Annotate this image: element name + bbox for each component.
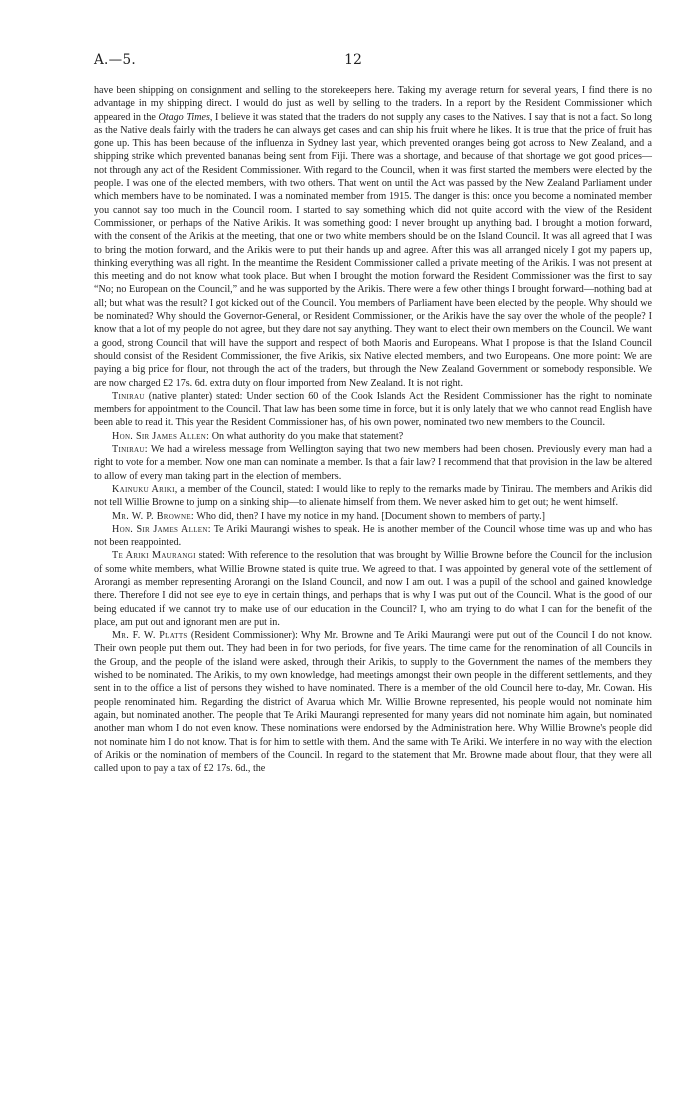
paragraph-kainuku-statement — [94, 483, 652, 510]
paragraph-tinirau-statement — [94, 390, 652, 430]
paragraph-browne-reply — [94, 510, 652, 523]
paragraph-text: We had a wireless message from Wellington saying that two new members had been chosen. Previously every man had a right to vote for a member. Now one man can nominate a member. Is that a fair law? I recommend that that provision in the law be altered to allow of every man taking part in the election of members. — [94, 444, 652, 482]
speaker-name: Hon. Sir James Allen: — [112, 523, 211, 535]
page-header — [94, 52, 612, 74]
speaker-name: Hon. Sir James Allen: — [112, 430, 210, 442]
document-reference: A.—5. — [94, 52, 136, 68]
paragraph-text: Who did, then? I have my notice in my hand. [Document shown to members of party.] — [196, 510, 545, 522]
speaker-name: Mr. F. W. Platts — [112, 630, 188, 642]
speaker-name: Te Ariki Maurangi — [112, 550, 196, 562]
paragraph-platts-statement — [94, 629, 652, 775]
paragraph-text: a member of the Council, stated: I would like to reply to the remarks made by Tinirau. The members and Arikis did not tell Willie Browne to jump on a sinking ship—to alienate himself from them. We never asked him to get out; he went himself. — [94, 483, 653, 509]
paragraph-text: have been shipping on consignment and selling to the storekeepers here. Taking my average return for several years, I find there is no advantage in my shipping direct. I would do just as well by selling to the traders. In a report by the Resident Commissioner which appeared in the Otago Times, I believe it was stated that the traders do not supply any cases to the Natives. I say that is not a fact. So long as the Native deals fairly with the traders he can always get cases and can ship his fruit where he likes. It is true that the price of fruit has gone up. This has been because of the influenza in Sydney last year, which prevented oranges being got across to New Zealand, and a shipping strike which prevented bananas being sent from Fiji. There was a shortage, and because of that shortage we got good prices—not through any act of the Resident Commissioner. With regard to the Council, when it was first started the members were elected by the people. I was one of the elected members, with two others. That went on until the Act was passed by the New Zealand Parliament under which members have to be nominated. I was a nominated member from 1915. The danger is this: once you become a nominated member you cannot say too much in the Council room. I started to say something which did not quite accord with the view of the Resident Commissioner, or perhaps of the Native Arikis. It was something good: I never brought up anything bad. I brought a motion forward, with the consent of the Arikis at the meeting, that one or two white members should be on the Island Council. It was all agreed that I was to bring the motion forward, and the Arikis were to put their hands up and agree. After this was all arranged nicely I got my papers up, thinking everything was all right. In the meantime the Resident Commissioner called a private meeting of the Arikis. I was not present at this meeting and do not know what took place. But when I brought the motion forward the Resident Commissioner was the first to say “No; no European on the Council,” and he was supported by the Arikis. There were a few other things I brought forward—nothing bad at all; but what was the result? I got kicked out of the Council. You members of Parliament have been elected by the people. Why should we be nominated? Why should the Governor-General, or Resident Commissioner, or the Arikis have the say over the whole of the people? I know that a lot of my people do not agree, but they dare not say anything. They want to elect their own members on the Council. We want a good, strong Council that will have the support and respect of both Maoris and Europeans. What I propose is that the Island Council should consist of the Resident Commissioner, the five Arikis, six Native elected members, and two Europeans. One more point: We are paying a big price for flour, not through the act of the traders, but through the New Zealand Government or somebody responsible. We are now charged £2 17s. 6d. extra duty on flour imported from New Zealand. It is not right. — [94, 85, 652, 389]
paragraph-text: Te Ariki Maurangi wishes to speak. He is another member of the Council whose time was up and who has not been reappointed. — [94, 523, 653, 549]
document-body — [94, 84, 652, 775]
speaker-name: Mr. W. P. Browne: — [112, 510, 194, 522]
page-number: 12 — [344, 52, 362, 68]
paragraph-text: (native planter) stated: Under section 60 of the Cook Islands Act the Resident Commissioner has the right to nominate members for appointment to the Council. That law has been some time in force, but it is only lately that we who cannot read English have been able to read it. This year the Resident Commissioner has, of his own power, nominated two new members to the Council. — [94, 390, 652, 429]
newspaper-title: Otago Times — [158, 111, 210, 123]
paragraph-tinirau-reply — [94, 443, 652, 483]
paragraph-allen-question — [94, 430, 652, 443]
speaker-name: Kainuku Ariki, — [112, 483, 178, 495]
paragraph-allen-intro — [94, 523, 652, 550]
paragraph-text: On what authority do you make that statement? — [211, 430, 404, 442]
paragraph-text: (Resident Commissioner): Why Mr. Browne and Te Ariki Maurangi were put out of the Council I do not know. Their own people put them out. They had been in for two periods, for five years. The time came for the renomination of all Councils in the Group, and the people of the island were asked, through their Arikis, to supply to the Government the names of the members they wished to be nominated. The Arikis, to my own knowledge, had meetings amongst their own people in the different settlements, and they sent in to the office a list of persons they wished to have nominated. There is a member of the old Council here to-day, Mr. Cowan. His people renominated him. Regarding the district of Avarua which Mr. Willie Browne represented, his people would not nominate him again, but nominated another. The people that Te Ariki Maurangi represented for many years did not nominate him again, but nominated another man whom I do not even know. These nominations were endorsed by the Administration here. Why Willie Browne's people did not nominate him I do not know. That is for him to settle with them. And the same with Te Ariki. We interfere in no way with the election of Arikis or the nomination of members of the Council. In regard to the statement that Mr. Browne made about flour, that they were all called upon to pay a tax of £2 17s. 6d., the — [94, 630, 653, 775]
speaker-name: Tinirau: — [112, 444, 148, 456]
paragraph-text: stated: With reference to the resolution that was brought by Willie Browne before the Council for the inclusion of some white members, what Willie Browne stated is quite true. We agreed to that. I was appointed by general vote of the settlement of Arorangi as member representing Arorangi on the Island Council, and now I am out. I was a pupil of the school and gained knowledge there. Therefore I did not see eye to eye in certain things, and perhaps that is why I was put out of the Council. What is the good of our being educated if we cannot try to make use of our education in the Council? I, who am trying to do what I can for the benefit of the place, am put out and ignorant men are put in. — [94, 550, 653, 628]
paragraph-maurangi-statement — [94, 549, 652, 629]
speaker-name: Tinirau — [112, 390, 145, 402]
paragraph-browne-continued — [94, 84, 652, 390]
